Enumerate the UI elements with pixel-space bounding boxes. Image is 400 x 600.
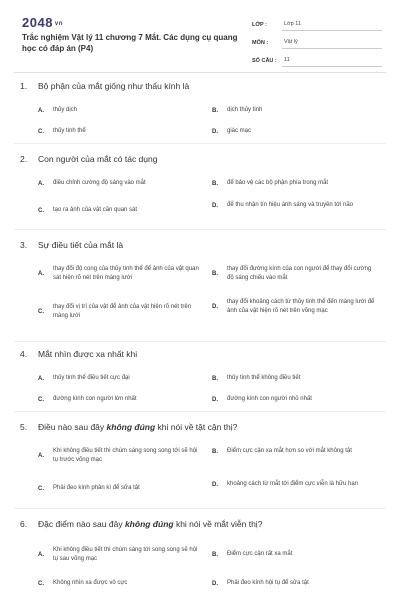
question-divider bbox=[14, 143, 386, 144]
option-b[interactable] bbox=[212, 550, 377, 559]
question-divider bbox=[14, 411, 386, 412]
option-letter: C. bbox=[38, 485, 44, 492]
option-text: Khi không điều tiết thì chùm sáng tới song song sẽ hội tụ sau võng mạc bbox=[53, 547, 198, 562]
option-letter: C. bbox=[38, 309, 44, 315]
option-text: dịch thủy tinh bbox=[227, 107, 263, 113]
option-letter: B. bbox=[212, 375, 218, 382]
question-text-part: Điều nào sau đây bbox=[38, 422, 107, 432]
page-header bbox=[0, 0, 400, 70]
option-letter: C. bbox=[38, 128, 44, 135]
option-b[interactable] bbox=[212, 265, 377, 283]
header-divider bbox=[14, 72, 386, 73]
question-text bbox=[38, 349, 378, 360]
document-title: Trắc nghiệm Vật lý 11 chương 7 Mắt. Các dụng cụ quang học có đáp án (P4) bbox=[22, 33, 238, 53]
logo-suffix: vn bbox=[54, 20, 63, 27]
option-d[interactable] bbox=[212, 579, 377, 588]
option-letter: D. bbox=[212, 396, 218, 403]
question-number: 4. bbox=[20, 349, 28, 359]
question-text bbox=[38, 240, 378, 251]
option-c[interactable] bbox=[38, 303, 203, 321]
question-text-part: Sự điều tiết của mắt là bbox=[38, 240, 124, 250]
meta-row-subject bbox=[252, 31, 382, 49]
question-divider bbox=[14, 229, 386, 230]
option-text: Không nhìn xa được vô cực bbox=[53, 580, 128, 586]
logo-text: 2048 bbox=[22, 15, 53, 30]
option-letter: C. bbox=[38, 396, 44, 403]
option-letter: D. bbox=[212, 580, 218, 587]
option-letter: A. bbox=[38, 271, 44, 277]
option-text: khoảng cách từ mắt tới điểm cực viễn là hữu hạn bbox=[227, 481, 359, 487]
option-text: thay đổi vị trí của vật để ảnh của vật hiện rõ nét trên màng lưới bbox=[53, 304, 192, 319]
question-number: 6. bbox=[20, 519, 28, 529]
option-text: Điểm cực cận xa mắt hơn so với mắt không tật bbox=[227, 448, 352, 454]
site-logo[interactable] bbox=[22, 15, 63, 30]
option-text: thay đổi đường kính của con người để thay đổi cường độ sáng chiếu vào mắt bbox=[227, 266, 372, 281]
option-letter: D. bbox=[212, 304, 218, 310]
option-letter: B. bbox=[212, 180, 218, 187]
question-number: 5. bbox=[20, 422, 28, 432]
meta-label: SỐ CÂU : bbox=[252, 58, 277, 64]
option-text: Khi không điều tiết thì chùm sáng song song tới sẽ hội tụ trước võng mạc bbox=[53, 448, 198, 463]
option-a[interactable] bbox=[38, 106, 203, 115]
option-a[interactable] bbox=[38, 179, 203, 188]
option-letter: C. bbox=[38, 580, 44, 587]
option-text: thủy tinh thể điều tiết cực đại bbox=[53, 375, 130, 381]
option-text: thay đổi độ cong của thủy tinh thể để ảnh của vật quan sát hiện rõ nét trên màng lưới bbox=[53, 266, 199, 281]
option-a[interactable] bbox=[38, 265, 203, 283]
option-text: để thu nhận tín hiệu ánh sáng và truyền tới não bbox=[227, 202, 354, 208]
option-d[interactable] bbox=[212, 201, 377, 210]
option-letter: B. bbox=[212, 448, 218, 455]
question-text bbox=[38, 154, 378, 165]
option-letter: D. bbox=[212, 202, 218, 209]
question-text bbox=[38, 422, 378, 433]
question-text-part: Bộ phận của mắt giống như thấu kính là bbox=[38, 81, 190, 91]
option-text: đường kính con người nhỏ nhất bbox=[227, 396, 312, 402]
question-text-part: Mắt nhìn được xa nhất khi bbox=[38, 349, 138, 359]
meta-value: Lớp 11 bbox=[282, 21, 382, 31]
question-number: 3. bbox=[20, 240, 28, 250]
option-text: giác mạc bbox=[227, 128, 252, 134]
option-text: Phải đeo kính hội tụ để sửa tật bbox=[227, 580, 309, 586]
option-text: đường kính con người lớn nhất bbox=[53, 396, 137, 402]
option-c[interactable] bbox=[38, 579, 203, 588]
option-d[interactable] bbox=[212, 395, 377, 404]
option-letter: A. bbox=[38, 375, 44, 382]
option-letter: B. bbox=[212, 271, 218, 277]
meta-label: MÔN : bbox=[252, 40, 269, 46]
meta-value: Vật lý bbox=[282, 39, 382, 49]
option-text: thủy tinh thể bbox=[53, 128, 86, 134]
option-text: thay đổi khoảng cách từ thủy tinh thể đến màng lưới để ảnh của vật hiện rõ nét trên võng mạc bbox=[227, 299, 375, 314]
option-letter: A. bbox=[38, 180, 44, 187]
option-letter: A. bbox=[38, 107, 44, 114]
option-text: tạo ra ảnh của vật cần quan sát bbox=[53, 207, 138, 213]
option-letter: D. bbox=[212, 481, 218, 488]
option-d[interactable] bbox=[212, 480, 377, 489]
option-c[interactable] bbox=[38, 127, 203, 136]
option-letter: D. bbox=[212, 128, 218, 135]
question-text-part: Con người của mắt có tác dụng bbox=[38, 154, 158, 164]
meta-label: LỚP : bbox=[252, 22, 267, 28]
question-emphasis: không đúng bbox=[106, 422, 156, 432]
question-text bbox=[38, 519, 378, 530]
question-divider bbox=[14, 341, 386, 342]
option-text: để bảo vệ các bộ phận phía trong mắt bbox=[227, 180, 329, 186]
document-meta bbox=[252, 13, 382, 67]
option-b[interactable] bbox=[212, 179, 377, 188]
option-a[interactable] bbox=[38, 546, 203, 564]
option-letter: C. bbox=[38, 207, 44, 214]
option-text: điều chỉnh cường độ sáng vào mắt bbox=[53, 180, 146, 186]
option-d[interactable] bbox=[212, 298, 377, 316]
question-number: 1. bbox=[20, 81, 28, 91]
option-a[interactable] bbox=[38, 374, 203, 383]
option-d[interactable] bbox=[212, 127, 377, 136]
option-c[interactable] bbox=[38, 484, 203, 493]
question-emphasis: không đúng bbox=[124, 519, 174, 529]
option-b[interactable] bbox=[212, 106, 377, 115]
question-text bbox=[38, 81, 378, 92]
option-letter: A. bbox=[38, 453, 44, 459]
option-text: Phải đeo kính phân kì để sửa tật bbox=[53, 485, 140, 491]
option-text: thủy dịch bbox=[53, 107, 78, 113]
option-a[interactable] bbox=[38, 447, 203, 465]
meta-value: 11 bbox=[282, 57, 382, 67]
option-letter: A. bbox=[38, 552, 44, 558]
question-text-part: Đặc điểm nào sau đây bbox=[38, 519, 125, 529]
option-letter: B. bbox=[212, 107, 218, 114]
question-divider bbox=[14, 508, 386, 509]
option-b[interactable] bbox=[212, 374, 377, 383]
option-b[interactable] bbox=[212, 447, 377, 456]
option-letter: B. bbox=[212, 551, 218, 558]
option-text: thủy tinh thể không điều tiết bbox=[227, 375, 301, 381]
question-text-part: khi nói về tật cận thị? bbox=[155, 422, 238, 432]
question-number: 2. bbox=[20, 154, 28, 164]
option-text: Điểm cực cận rất xa mắt bbox=[227, 551, 293, 557]
meta-row-grade bbox=[252, 13, 382, 31]
option-c[interactable] bbox=[38, 206, 203, 215]
option-c[interactable] bbox=[38, 395, 203, 404]
question-text-part: khi nói về mắt viễn thị? bbox=[173, 519, 263, 529]
meta-row-count bbox=[252, 49, 382, 67]
